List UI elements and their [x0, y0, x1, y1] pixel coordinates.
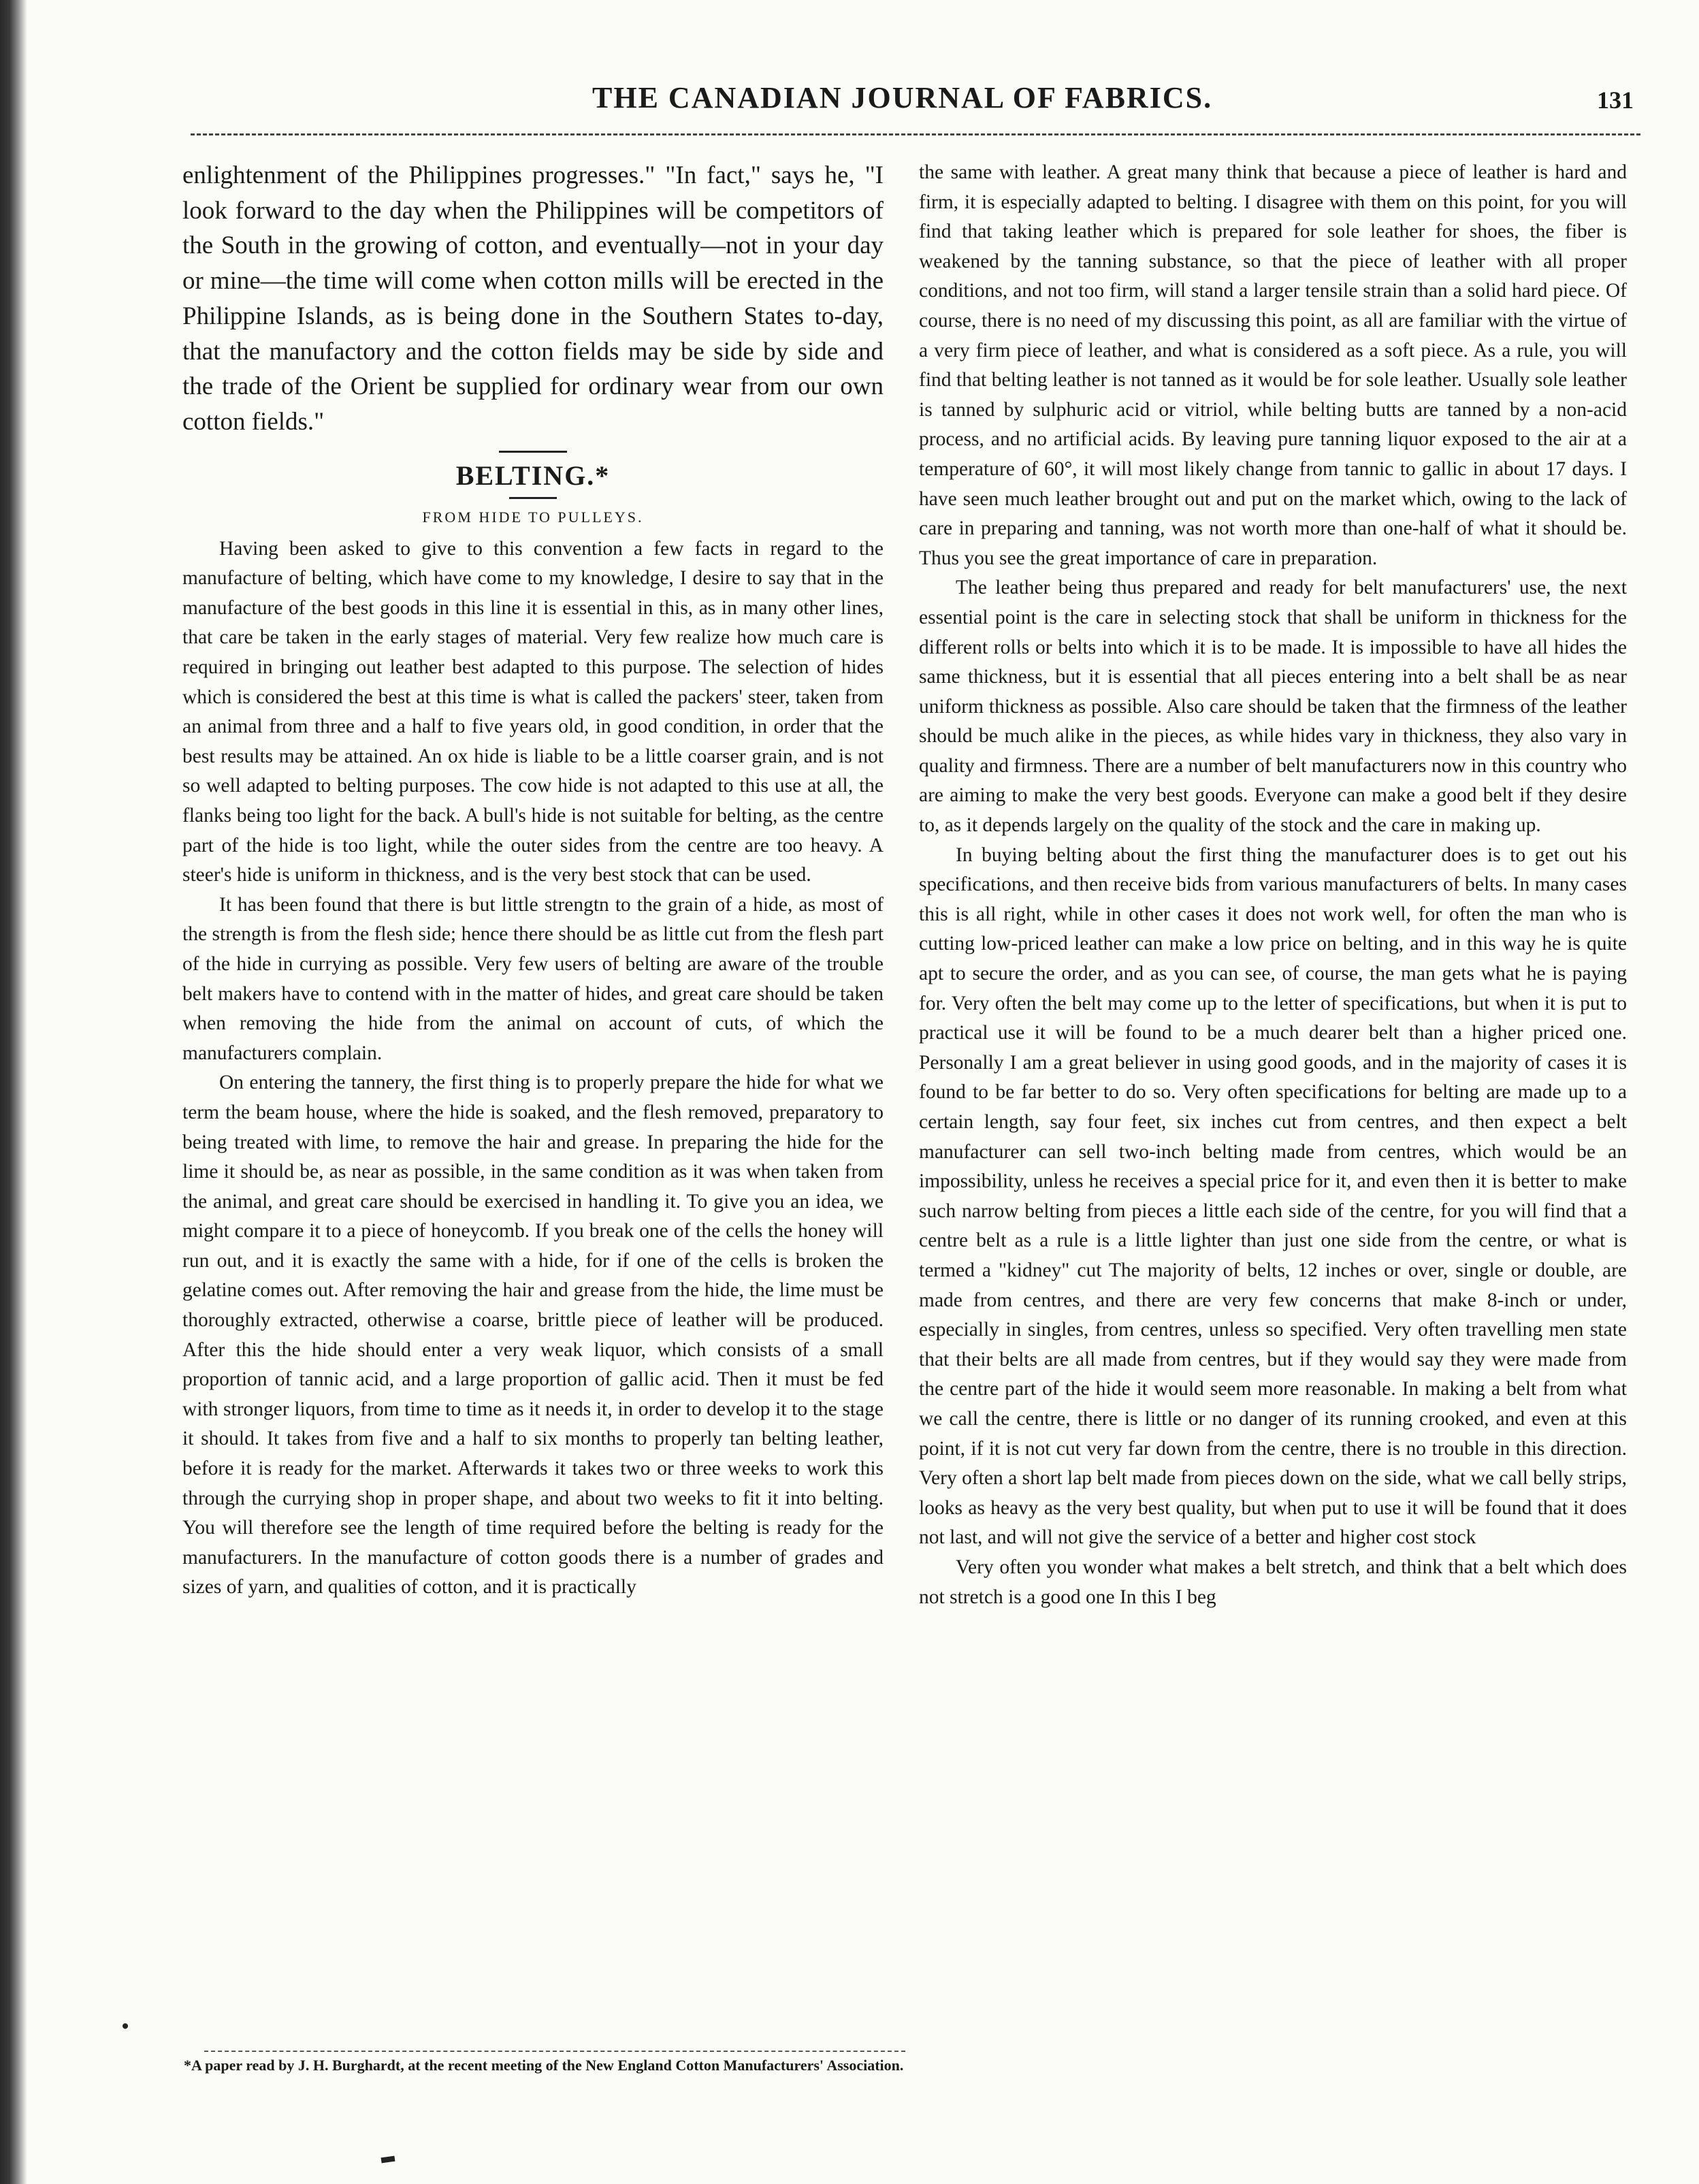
header-rule [191, 133, 1640, 135]
footnote-rule [204, 2051, 905, 2052]
title-rule [499, 451, 567, 453]
body-paragraph: The leather being thus prepared and ready for belt manufacturers' use, the next essential point is the care in selecting stock that shall be uniform in thickness for the different rolls or belts into which it is to be made. It is impossible to have all hides the same thickness, but it is essential that all pieces entering into a belt shall be as near uniform thickness as possible. Also care should be taken that the firmness of the leather should be much alike in the pieces, as while hides vary in thickness, they also vary in quality and firmness. There are a number of belt manufacturers now in this country who are aiming to make the very best goods. Everyone can make a good belt if they desire to, as it depends largely on the quality of the stock and the care in making up. [919, 577, 1627, 837]
body-paragraph: In buying belting about the first thing the manufacturer does is to get out his specifications, and then receive bids from various manufacturers of belts. In many cases this is all right, while in other cases it does not work well, for often the man who is cutting low-priced leather can make a low price on belting, and in this way he is quite apt to secure the order, and as you can see, of course, the man gets what he is paying for. Very often the belt may come up to the letter of specifications, but when it is put to practical use it will be found to be a much dearer belt than a higher priced one. Personally I am a great believer in using good goods, and in the majority of cases it is found to be far better to do so. Very often specifications for belting are made up to a certain length, say four feet, six inches cut from centres, and then expect a belt manufacturer can sell two-inch belting made from centres, which would be an impossibility, unless he receives a special price for it, and even then it is better to make such narrow belting from pieces a little each side of the centre, for you will find that a centre belt as a rule is a little lighter than just one side from the centre, or what is termed a "kidney" cut The majority of belts, 12 inches or over, single or double, are made from centres, and there are very few concerns that make 8-inch or under, especially in singles, from centres, unless so specified. Very often travelling men state that their belts are all made from centres, but if they would say they were made from the centre part of the hide it would seem more reasonable. In making a belt from what we call the centre, there is little or no danger of its running crooked, and even at this point, if it is not cut very far down from the centre, there is no trouble in this direction. Very often a short lap belt made from pieces down on the side, what we call belly strips, looks as heavy as the very best quality, but when put to use it will be found that it does not last, and will not give the service of a better and higher cost stock [919, 844, 1627, 1549]
body-paragraph: the same with leather. A great many think that because a piece of leather is hard and firm, it is especially adapted to belting. I disagree with them on this point, for you will find that taking leather which is prepared for sole leather for shoes, the fiber is weakened by the tanning substance, so that the piece of leather with all proper conditions, and not too firm, will stand a larger tensile strain than a solid hard piece. Of course, there is no need of my discussing this point, as all are familiar with the virtue of a very firm piece of leather, and what is considered as a soft piece. As a rule, you will find that belting leather is not tanned as it would be for sole leather. Usually sole leather is tanned by sulphuric acid or vitriol, while belting butts are tanned by a non-acid process, and no artificial acids. By leaving pure tanning liquor exposed to the air at a temperature of 60°, it will most likely change from tannic to gallic in about 17 days. I have seen much leather brought out and put on the market which, owing to the lack of care in preparing and tanning, was not worth more than one-half of what it should be. Thus you see the great importance of care in preparation. [919, 161, 1627, 569]
left-column [182, 158, 884, 1603]
article-title: BELTING.* [455, 460, 611, 491]
ink-speck [381, 2156, 395, 2164]
scan-edge [0, 0, 27, 2184]
intro-paragraph: enlightenment of the Philippines progresses." "In fact," says he, "I look forward to the day when the Philippines will be competitors of the South in the growing of cotton, and eventually—not in your day or mine—the time will come when cotton mills will be erected in the Philippine Islands, as is being done in the Southern States to-day, that the manufactory and the cotton fields may be side by side and the trade of the Orient be supplied for ordinary wear from our own cotton fields." [182, 161, 884, 436]
page-number: 131 [1597, 86, 1634, 114]
subtitle-rule [509, 497, 557, 499]
body-paragraph: It has been found that there is but little strengtn to the grain of a hide, as most of the strength is from the flesh side; hence there should be as little cut from the flesh part of the hide in currying as possible. Very few users of belting are aware of the trouble belt makers have to contend with in the matter of hides, and great care should be taken when removing the hide from the animal on account of cuts, of which the manufacturers complain. [182, 893, 884, 1064]
journal-title: THE CANADIAN JOURNAL OF FABRICS. [592, 81, 1213, 114]
margin-mark [123, 2023, 128, 2029]
body-paragraph: Having been asked to give to this convention a few facts in regard to the manufacture of belting, which have come to my knowledge, I desire to say that in the manufacture of the best goods in this line it is essential in this, as in many other lines, that care be taken in the early stages of material. Very few realize how much care is required in bringing out leather best adapted to this purpose. The selection of hides which is considered the best at this time is what is called the packers' steer, taken from an animal from three and a half to five years old, in good condition, in order that the best results may be attained. An ox hide is liable to be a little coarser grain, and is not so well adapted to belting purposes. The cow hide is not adapted to this use at all, the flanks being too light for the back. A bull's hide is not suitable for belting, as the centre part of the hide is too light, while the outer sides from the centre are too heavy. A steer's hide is uniform in thickness, and is the very best stock that can be used. [182, 537, 884, 886]
body-paragraph: Very often you wonder what makes a belt stretch, and think that a belt which does not stretch is a good one In this I beg [919, 1556, 1627, 1608]
page-header [170, 80, 1634, 128]
body-paragraph: On entering the tannery, the first thing is to properly prepare the hide for what we term the beam house, where the hide is soaked, and the flesh removed, preparatory to being treated with lime, to remove the hair and grease. In preparing the hide for the lime it should be, as near as possible, in the same condition as it was when taken from the animal, and great care should be exercised in handling it. To give you an idea, we might compare it to a piece of honeycomb. If you break one of the cells the honey will run out, and it is exactly the same with a hide, for if one of the cells is broken the gelatine comes out. After removing the hair and grease from the hide, the lime must be thoroughly extracted, otherwise a coarse, brittle piece of leather will be produced. After this the hide should enter a very weak liquor, which consists of a small proportion of tannic acid, and a large proportion of gallic acid. Then it must be fed with stronger liquors, from time to time as it needs it, in order to develop it to the stage it should. It takes from five and a half to six months to properly tan belting leather, before it is ready for the market. Afterwards it takes two or three weeks to work this through the currying shop in proper shape, and about two weeks to fit it into belting. You will therefore see the length of time required before the belting is ready for the manufacturers. In the manufacture of cotton goods there is a number of grades and sizes of yarn, and qualities of cotton, and it is practically [182, 1072, 884, 1599]
right-column [919, 158, 1627, 1612]
footnote: *A paper read by J. H. Burghardt, at the recent meeting of the New England Cotton Manufacturers' Association. [184, 2057, 904, 2074]
article-subtitle: FROM HIDE TO PULLEYS. [422, 508, 644, 526]
